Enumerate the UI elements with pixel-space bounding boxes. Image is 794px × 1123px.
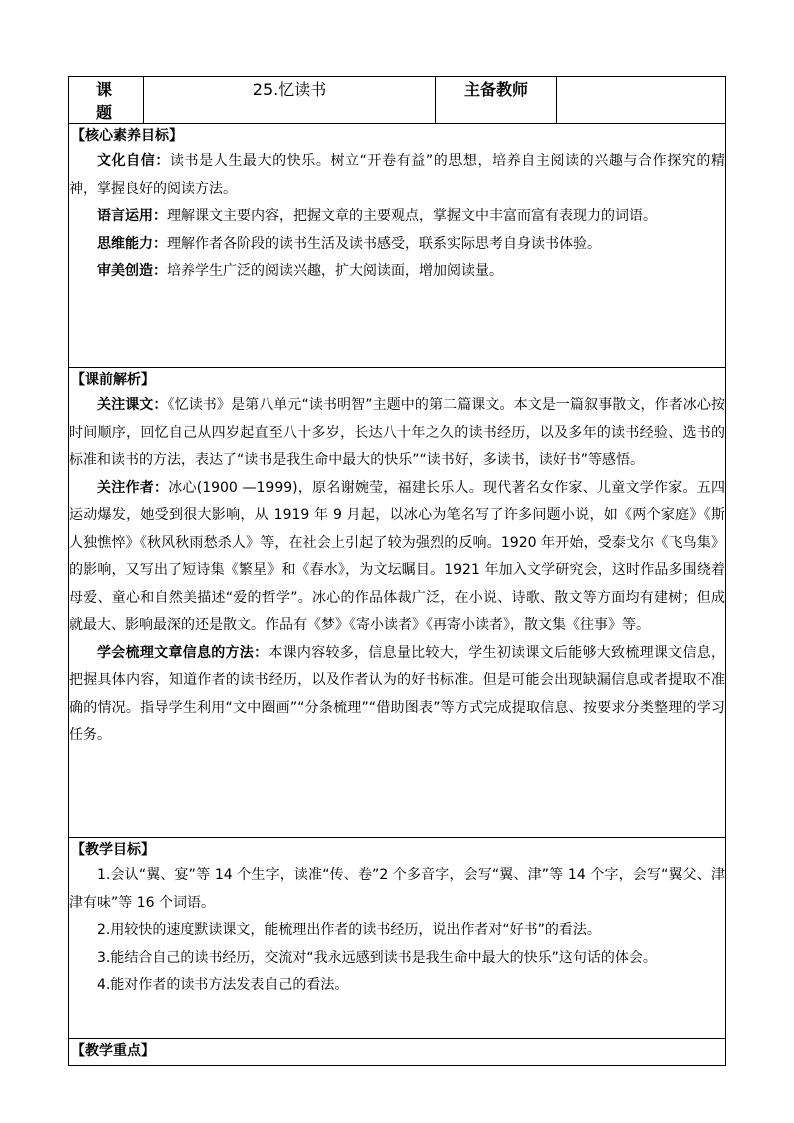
teaching-goals-title: 【教学目标】: [71, 842, 155, 858]
pre-analysis-section: [69, 368, 726, 838]
core-goals-section: [69, 124, 726, 368]
teaching-focus-title: 【教学重点】: [71, 1043, 155, 1059]
core-goal-item: 语言运用：理解课文主要内容，把握文章的主要观点，掌握文中丰富而富有表现力的词语。: [97, 208, 657, 224]
teacher-label: 主备教师: [436, 77, 557, 124]
teacher-value: [557, 77, 726, 124]
pre-analysis-item: 关注作者：冰心(1900 —1999)，原名谢婉莹，福建长乐人。现代著名女作家、儿童文学作家。五四运动爆发，她受到很大影响，从 1919 年 9 月起，以冰心为笔名写了许多问题小说，如《两个家庭》《斯人独憔悴》《秋风秋雨愁杀人》等，在社会上引起了较为强烈的反响。1920 年开始，受泰戈尔《飞鸟集》的影响，又写出了短诗集《繁星》和《春水》，为文坛瞩目。1921 年加入文学研究会，这时作品多围绕着母爱、童心和自然美描述“爱的哲学”。冰心的作品体裁广泛，在小说、诗歌、散文等方面均有建树；但成就最大、影响最深的还是散文。作品有《梦》《寄小读者》《再寄小读者》，散文集《往事》等。: [69, 479, 725, 633]
teaching-goal-item: 2.用较快的速度默读课文，能梳理出作者的读书经历，说出作者对“好书”的看法。: [97, 922, 601, 938]
core-goal-item: 文化自信：读书是人生最大的快乐。树立“开卷有益”的思想，培养自主阅读的兴趣与合作探究的精神，掌握良好的阅读方法。: [69, 153, 725, 197]
teaching-goals-row: [69, 838, 726, 1039]
teaching-goal-item: 1.会认“翼、宴”等 14 个生字，读准“传、卷”2 个多音字，会写“翼、津”等 14 个字，会写“翼父、津津有味”等 16 个词语。: [69, 867, 725, 911]
teaching-focus-row: [69, 1039, 726, 1066]
core-goal-item: 审美创造：培养学生广泛的阅读兴趣，扩大阅读面，增加阅读量。: [97, 263, 503, 279]
teaching-goal-item: 4.能对作者的读书方法发表自己的看法。: [97, 977, 349, 993]
teaching-focus-section: [69, 1039, 726, 1066]
pre-analysis-row: [69, 368, 726, 838]
topic-label: 课题: [69, 77, 144, 124]
lesson-title: 25.忆读书: [144, 77, 436, 124]
pre-analysis-item: 关注课文：《忆读书》是第八单元“读书明智”主题中的第二篇课文。本文是一篇叙事散文，作者冰心按时间顺序，回忆自己从四岁起直至八十多岁，长达八十年之久的读书经历，以及多年的读书经验、选书的标准和读书的方法，表达了“读书是我生命中最大的快乐”“读书好，多读书，读好书”等感悟。: [69, 397, 725, 468]
teaching-goals-section: [69, 838, 726, 1039]
pre-analysis-title: 【课前解析】: [71, 372, 155, 388]
header-row: [69, 77, 726, 124]
core-goal-item: 思维能力：理解作者各阶段的读书生活及读书感受，联系实际思考自身读书体验。: [97, 235, 601, 252]
lesson-plan-table: [68, 76, 726, 1066]
core-goals-title: 【核心素养目标】: [71, 128, 183, 144]
pre-analysis-item: 学会梳理文章信息的方法：本课内容较多，信息量比较大，学生初读课文后能够大致梳理课文信息，把握具体内容，知道作者的读书经历，以及作者认为的好书标准。但是可能会出现缺漏信息或者提取不准确的情况。指导学生利用“文中圈画”“分条梳理”“借助图表”等方式完成提取信息、按要求分类整理的学习任务。: [69, 644, 726, 743]
teaching-goal-item: 3.能结合自己的读书经历，交流对“我永远感到读书是我生命中最大的快乐”这句话的体会。: [97, 949, 657, 966]
core-goals-row: [69, 124, 726, 368]
